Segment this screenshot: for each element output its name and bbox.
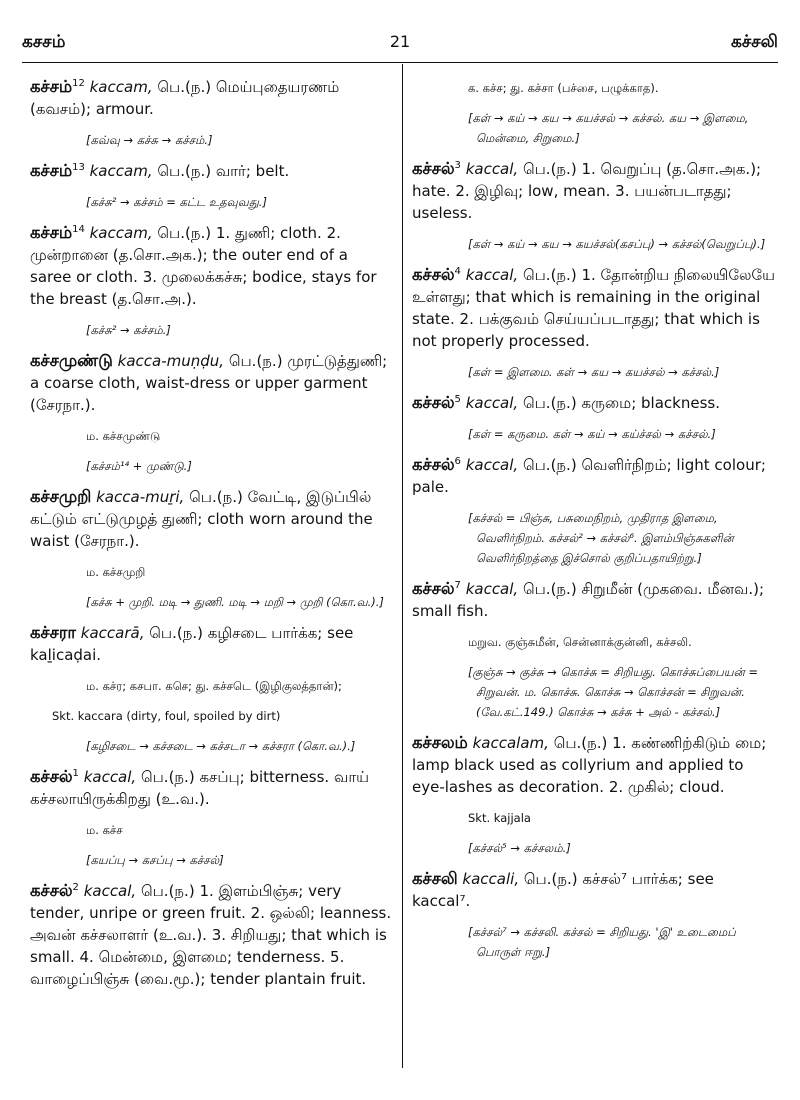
headword: கச்சரா (30, 623, 76, 642)
left-column (30, 76, 393, 1000)
etymology-note: [கழிசடை → கச்சடை → கச்சடா → கச்சரா (கொ.வ.).] (86, 739, 356, 753)
column-divider (402, 64, 403, 1068)
definition: பெ.(ந.) வெளிர்நிறம்; light colour; pale. (412, 456, 766, 496)
transliteration: kacca-muṟi, (96, 488, 185, 506)
etymology-note: [கயப்பு → கசப்பு → கச்சல்] (86, 853, 224, 867)
transliteration: kaccal, (465, 160, 519, 178)
headword: கச்சம் (30, 223, 73, 242)
etymology-note: [கச்சு + முறி. மடி → துணி. மடி → மறி → முறி (கொ.வ.).] (86, 595, 384, 609)
homonym-number: 7 (454, 580, 461, 591)
dictionary-entry (30, 350, 393, 416)
definition: பெ.(ந.) 1. கண்ணிற்கிடும் மை; lamp black used as collyrium and applied to eye-lashes as decoration. 2. முகில்; cloud. (412, 734, 767, 796)
definition: பெ.(ந.) வேட்டி, இடுப்பில் கட்டும் எட்டுமுழத் துணி; cloth worn around the waist (சேரநா.). (30, 488, 373, 550)
transliteration: kaccal, (83, 768, 137, 786)
etymology-note: [கச்சல்⁵ → கச்சலம்.] (468, 841, 571, 855)
transliteration: kaccal, (465, 580, 519, 598)
dictionary-entry (412, 264, 775, 352)
etymology-note: [கள் = இளமை. கள் → கய → கயச்சல் → கச்சல்.] (468, 365, 720, 379)
headword: கச்சமுண்டு (30, 351, 113, 370)
dictionary-entry (412, 454, 775, 498)
dictionary-entry (412, 868, 775, 912)
header-left-guideword: கசசம் (22, 32, 66, 52)
etymology-note: [கவ்வு → கச்சு → கச்சம்.] (86, 133, 213, 147)
transliteration: kacca-muṇḍu, (117, 352, 225, 370)
etymology-note: [கச்சு² → கச்சம்.] (86, 323, 171, 337)
page-number: 21 (389, 32, 411, 51)
definition: பெ.(ந.) கழிசடை பார்க்க; see kaḻicaḍai. (30, 624, 354, 664)
dictionary-entry (412, 392, 775, 414)
headword: கச்சம் (30, 161, 73, 180)
definition: பெ.(ந.) முரட்டுத்துணி; a coarse cloth, waist-dress or upper garment (சேரநா.). (30, 352, 388, 414)
cognate-note: ம. கச்சமுறி (86, 565, 146, 579)
dictionary-entry (30, 880, 393, 990)
dictionary-entry (30, 76, 393, 120)
homonym-number: 4 (454, 266, 461, 277)
headword: கச்சல் (412, 455, 455, 474)
dictionary-entry (412, 158, 775, 224)
transliteration: kaccalam, (472, 734, 549, 752)
page-header (22, 28, 778, 58)
transliteration: kaccarā, (80, 624, 145, 642)
definition: பெ.(ந.) வார்; belt. (157, 162, 290, 180)
homonym-number: 13 (72, 162, 85, 173)
cognate-note: ம. கச்ச (86, 823, 123, 837)
dictionary-entry (412, 732, 775, 798)
etymology-note: [கள் → கய் → கய → கயச்சல் → கச்சல். கய → இளமை, மென்மை, சிறுமை.] (468, 111, 749, 145)
headword: கச்சமுறி (30, 487, 92, 506)
definition: பெ.(ந.) சிறுமீன் (முகவை. மீனவ.); small fish. (412, 580, 765, 620)
transliteration: kaccam, (89, 224, 153, 242)
headword: கச்சல் (412, 265, 455, 284)
transliteration: kaccam, (89, 162, 153, 180)
etymology-note: [கள் = கருமை. கள் → கய் → கய்ச்சல் → கச்சல்.] (468, 427, 716, 441)
definition: பெ.(ந.) 1. துணி; cloth. 2. முன்றானை (த.சொ.அக.); the outer end of a saree or cloth. 3. முலைக்கச்சு; bodice, stays for the breast (த.சொ.அ.). (30, 224, 377, 308)
definition: பெ.(ந.) கருமை; blackness. (522, 394, 720, 412)
etymology-note: [குஞ்சு → குச்சு → கொச்சு = சிறியது. கொச்சுப்பையன் = சிறுவன். ம. கொச்சு. கொச்சு → கொச்சன் = சிறுவன். (வே.கட்.149.) கொச்சு → கச்சு + அல் - கச்சல்.] (468, 665, 759, 719)
dictionary-entry (30, 622, 393, 666)
transliteration: kaccam, (89, 78, 153, 96)
right-column (412, 76, 775, 972)
dictionary-entry (30, 486, 393, 552)
cognate-note: Skt. kajjala (468, 811, 531, 825)
dictionary-entry (412, 578, 775, 622)
transliteration: kaccal, (465, 456, 519, 474)
etymology-note: [கச்சல்⁷ → கச்சலி. கச்சல் = சிறியது. 'இ' உடைமைப் பொருள் ஈறு.] (468, 925, 736, 959)
transliteration: kaccal, (83, 882, 137, 900)
transliteration: kaccali, (462, 870, 520, 888)
homonym-number: 5 (454, 394, 461, 405)
definition: பெ.(ந.) கசப்பு; bitterness. வாய் கச்சலாயிருக்கிறது (உ.வ.). (30, 768, 370, 808)
homonym-number: 6 (454, 456, 461, 467)
homonym-number: 1 (72, 768, 79, 779)
headword: கச்சல் (412, 159, 455, 178)
headword: கச்சலம் (412, 733, 468, 752)
definition: பெ.(ந.) 1. இளம்பிஞ்சு; very tender, unripe or green fruit. 2. ஒல்லி; leanness. அவன் கச்சலாளர் (உ.வ.). 3. சிறியது; that which is small. 4. மென்மை, இளமை; tenderness. 5. வாழைப்பிஞ்சு (வை.மூ.); tender plantain fruit. (30, 882, 392, 988)
header-right-guideword: கச்சலி (730, 32, 778, 52)
etymology-note: [கச்சல் = பிஞ்சு, பசுமைநிறம், முதிராத இளமை, வெளிர்நிறம். கச்சல்² → கச்சல்⁶. இளம்பிஞ்சுகளின் வெளிர்நிறத்தை இச்சொல் குறிப்பதாயிற்று.] (468, 511, 734, 565)
sanskrit-cognate: Skt. kaccara (dirty, foul, spoiled by dirt) (52, 709, 281, 723)
definition: பெ.(ந.) மெய்புதையரணம் (கவசம்); armour. (30, 78, 340, 118)
headword: கச்சல் (412, 393, 455, 412)
headword: கச்சலி (412, 869, 458, 888)
cognate-note: ம. கச்சமுண்டு (86, 429, 161, 443)
homonym-number: 3 (454, 160, 461, 171)
cognate-note: ம. கச்ர; கசபா. கசெ; து. கச்சடெ (இழிகுலத்தான்); (86, 679, 342, 693)
headword: கச்சல் (30, 881, 73, 900)
etymology-note: [கள் → கய் → கய → கயச்சல்(கசப்பு) → கச்சல்(வெறுப்பு).] (468, 237, 766, 251)
definition: பெ.(ந.) 1. வெறுப்பு (த.சொ.அக.); hate. 2. இழிவு; low, mean. 3. பயன்படாதது; useless. (412, 160, 762, 222)
headword: கச்சம் (30, 77, 73, 96)
homonym-number: 12 (72, 78, 85, 89)
headword: கச்சல் (412, 579, 455, 598)
header-rule (22, 62, 778, 63)
cognate-note: மறுவ. குஞ்சுமீன், சென்னாக்குன்னி, கச்சலி. (468, 635, 692, 649)
etymology-note: [கச்சம்¹⁴ + முண்டு.] (86, 459, 192, 473)
homonym-number: 2 (72, 882, 79, 893)
dictionary-entry (30, 222, 393, 310)
definition: பெ.(ந.) கச்சல்⁷ பார்க்க; see kaccal⁷. (412, 870, 714, 910)
headword: கச்சல் (30, 767, 73, 786)
homonym-number: 14 (72, 224, 85, 235)
transliteration: kaccal, (465, 394, 519, 412)
dictionary-entry (30, 766, 393, 810)
transliteration: kaccal, (465, 266, 519, 284)
definition: பெ.(ந.) 1. தோன்றிய நிலையிலேயே உள்ளது; that which is remaining in the original state. 2. பக்குவம் செய்யப்படாதது; that which is not properly processed. (412, 266, 775, 350)
etymology-note: [கச்சு² → கச்சம் = கட்ட உதவுவது.] (86, 195, 267, 209)
cognate-note: க. கச்ச; து. கச்சா (பச்சை, பழுக்காத). (468, 81, 659, 95)
dictionary-entry (30, 160, 393, 182)
